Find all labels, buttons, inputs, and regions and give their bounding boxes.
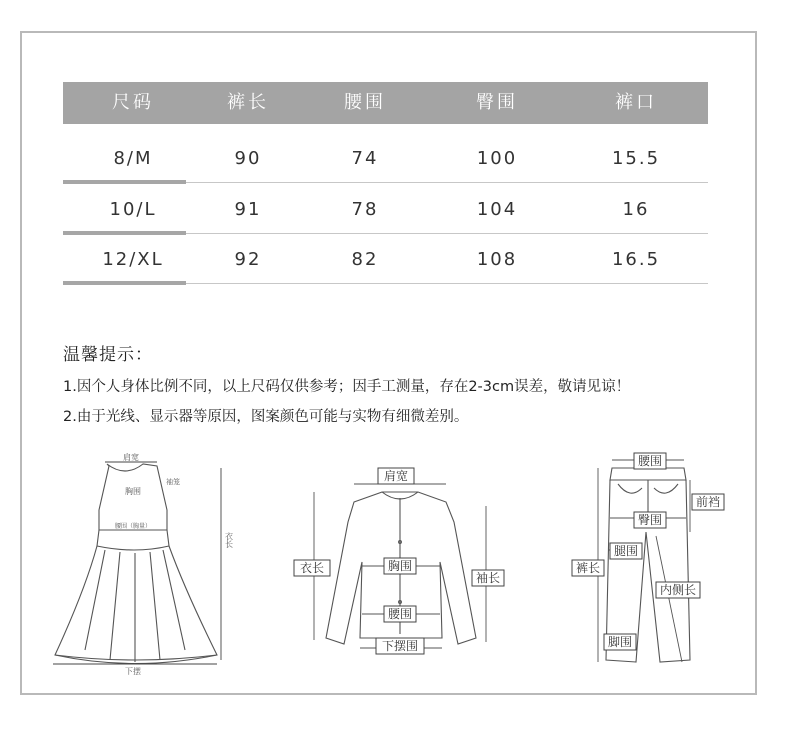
cell-pants-length: 92 (234, 249, 262, 270)
dress-measurement-diagram (45, 450, 235, 680)
header-size: 尺码 (112, 92, 154, 113)
pants-hip-label: 臀围 (637, 513, 663, 527)
pants-waist-label: 腰围 (637, 454, 663, 468)
dress-hem-label: 下摆 (125, 667, 141, 676)
pants-length-label: 裤长 (575, 561, 601, 575)
tips-title: 温馨提示： (63, 345, 153, 365)
table-row (63, 188, 708, 238)
row-divider-accent (63, 231, 186, 235)
row-divider (186, 233, 708, 234)
pants-thigh-label: 腿围 (613, 544, 639, 558)
pants-inseam-label: 内侧长 (659, 583, 697, 597)
table-row (63, 137, 708, 187)
cell-hip: 104 (476, 199, 518, 220)
cell-waist: 74 (351, 148, 379, 169)
row-divider (186, 182, 708, 183)
header-leg-opening: 裤口 (615, 92, 657, 113)
size-table-header (63, 82, 708, 124)
row-divider-accent (63, 180, 186, 184)
header-pants-length: 裤长 (227, 92, 269, 113)
cell-hip: 100 (476, 148, 518, 169)
shirt-measurement-diagram (290, 462, 510, 662)
cell-leg-opening: 16.5 (611, 249, 661, 270)
row-divider-accent (63, 281, 186, 285)
cell-hip: 108 (476, 249, 518, 270)
shirt-hem-label: 下摆围 (381, 639, 419, 653)
dress-length-label: 衣长 (224, 532, 234, 548)
dress-chest-label: 胸围 (125, 487, 141, 496)
table-row (63, 238, 708, 288)
dress-armhole-label: 袖笼 (166, 478, 180, 486)
pants-measurement-diagram (570, 450, 730, 675)
cell-waist: 78 (351, 199, 379, 220)
shirt-length-label: 衣长 (299, 561, 325, 575)
shirt-chest-label: 胸围 (387, 559, 413, 573)
dress-waist-label: 腰围（胸量） (114, 523, 152, 530)
shirt-sleeve-label: 袖长 (475, 571, 501, 585)
dress-shoulder-label: 肩宽 (123, 453, 139, 462)
pants-leg-opening-label: 脚围 (607, 635, 633, 649)
cell-size: 8/M (113, 148, 153, 169)
cell-leg-opening: 15.5 (611, 148, 661, 169)
cell-pants-length: 91 (234, 199, 262, 220)
pants-front-rise-label: 前裆 (695, 495, 721, 509)
tip-line-2: 2.由于光线、显示器等原因，图案颜色可能与实物有细微差别。 (63, 409, 469, 425)
tip-line-1: 1.因个人身体比例不同，以上尺码仅供参考；因手工测量，存在2-3cm误差，敬请见谅！ (63, 379, 631, 395)
cell-pants-length: 90 (234, 148, 262, 169)
cell-size: 12/XL (102, 249, 164, 270)
header-waist: 腰围 (344, 92, 386, 113)
shirt-waist-label: 腰围 (387, 607, 413, 621)
row-divider (186, 283, 708, 284)
cell-size: 10/L (109, 199, 157, 220)
header-hip: 臀围 (476, 92, 518, 113)
cell-waist: 82 (351, 249, 379, 270)
cell-leg-opening: 16 (622, 199, 650, 220)
shirt-shoulder-label: 肩宽 (383, 469, 409, 483)
